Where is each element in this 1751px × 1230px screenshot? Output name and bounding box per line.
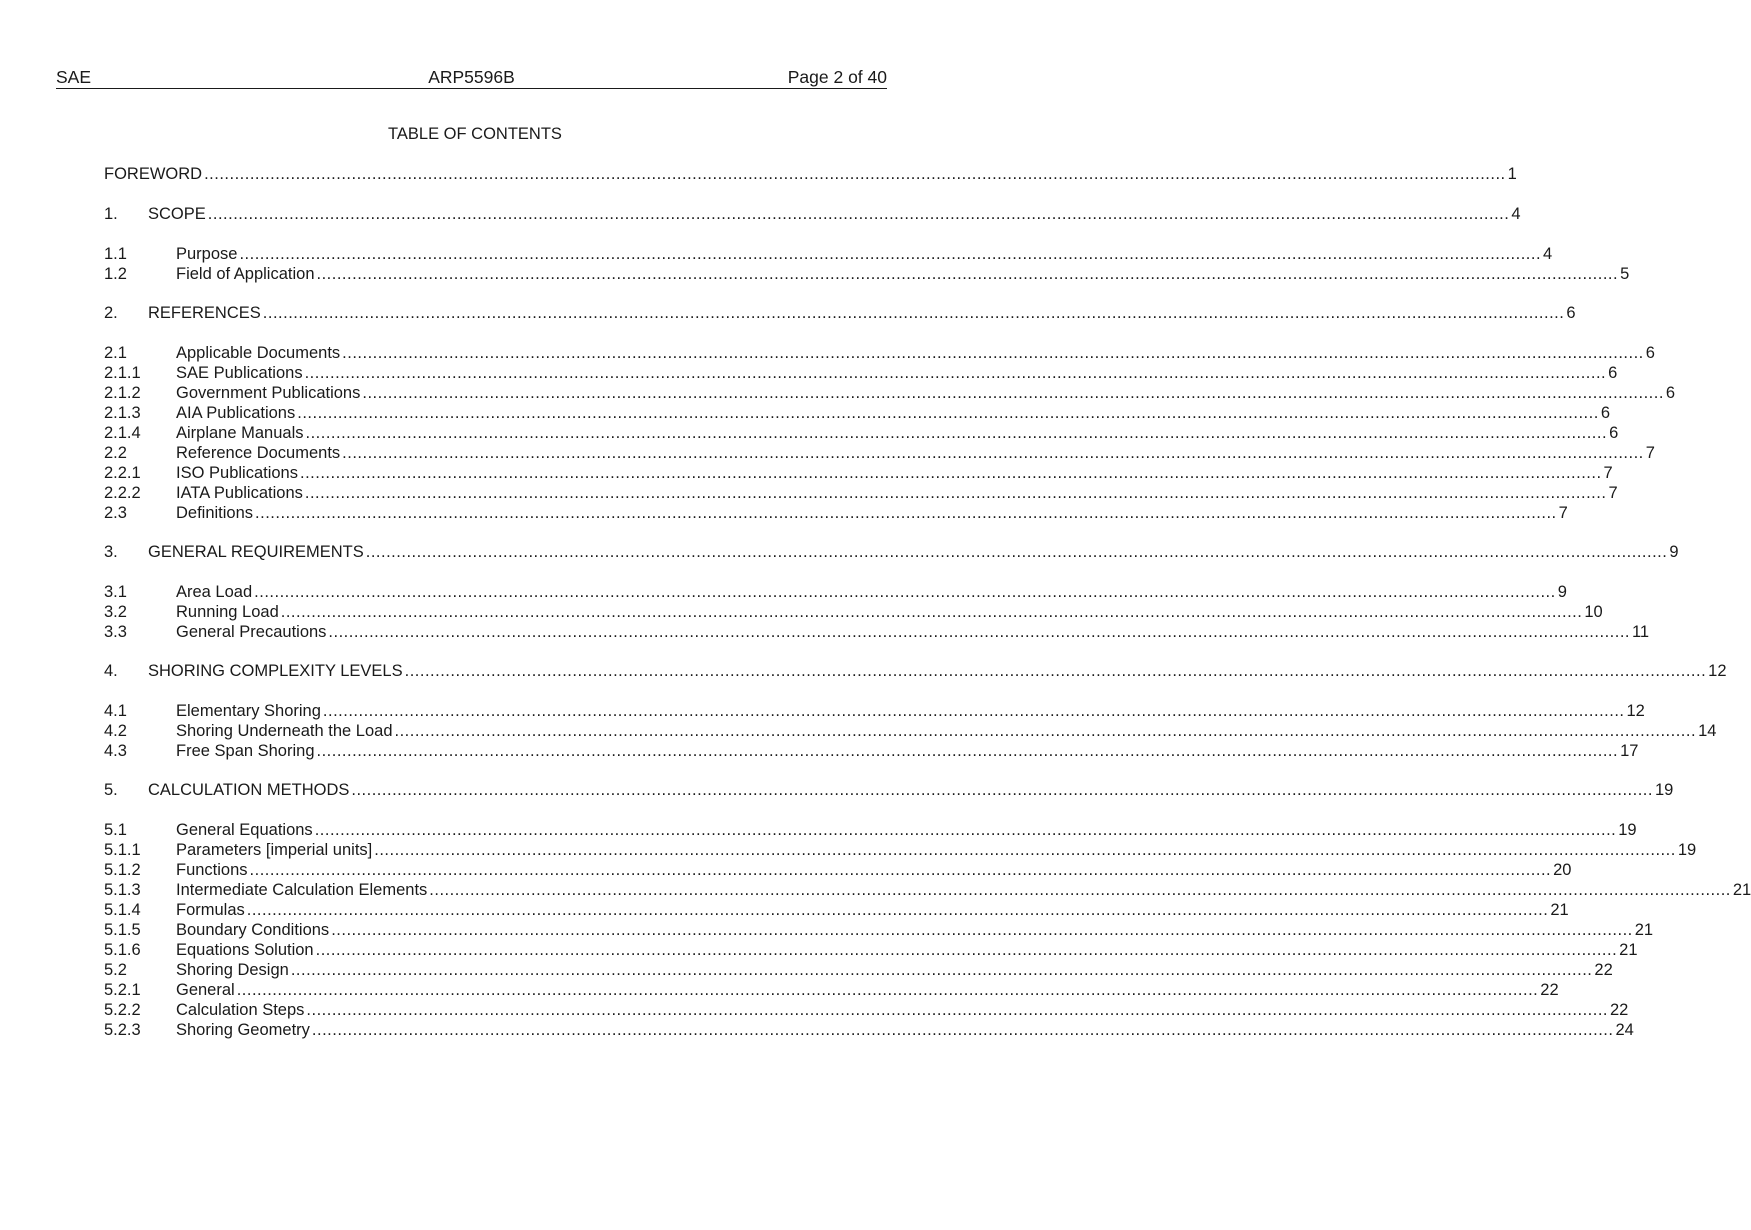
toc-entry-page: 6 [1609,424,1619,442]
toc-dot-leader: ................................................................................................................................................................................................................................................................ [299,464,1602,482]
toc-entry-page: 14 [1698,722,1717,740]
toc-entry-title: Calculation Steps [176,1001,305,1019]
toc-entry-number: 5.1.3 [104,881,141,899]
toc-dot-leader: ................................................................................................................................................................................................................................................................ [362,384,1664,402]
toc-entry-5-1-4[interactable] [104,900,1569,920]
toc-entry-4-2[interactable] [104,721,1717,741]
toc-entry-title: Elementary Shoring [176,702,321,720]
toc-entry-page: 9 [1669,543,1679,561]
toc-entry-page: 12 [1708,662,1727,680]
toc-entry-5-2-3[interactable] [104,1020,1634,1040]
toc-dot-leader: ................................................................................................................................................................................................................................................................ [351,781,1653,799]
toc-dot-leader: ................................................................................................................................................................................................................................................................ [404,662,1707,680]
toc-dot-leader: ................................................................................................................................................................................................................................................................ [246,901,1549,919]
toc-entry-4[interactable] [104,661,1727,681]
toc-entry-title: Shoring Design [176,961,289,979]
toc-dot-leader: ................................................................................................................................................................................................................................................................ [249,861,1552,879]
toc-entry-5[interactable] [104,780,1674,800]
toc-entry-page: 19 [1618,821,1637,839]
toc-entry-page: 6 [1566,304,1576,322]
toc-dot-leader: ................................................................................................................................................................................................................................................................ [254,583,1556,601]
toc-dot-leader: ................................................................................................................................................................................................................................................................ [316,742,1619,760]
toc-entry-page: 20 [1553,861,1572,879]
toc-entry-number: 5.1.4 [104,901,141,919]
toc-entry-title: IATA Publications [176,484,303,502]
toc-entry-title: Applicable Documents [176,344,341,362]
toc-entry-title: FOREWORD [104,165,203,183]
toc-entry-number: 4.1 [104,702,127,720]
toc-entry-foreword[interactable] [104,164,1517,184]
toc-entry-title: Intermediate Calculation Elements [176,881,428,899]
toc-entry-page: 4 [1543,245,1553,263]
toc-dot-leader: ................................................................................................................................................................................................................................................................ [255,504,1557,522]
toc-entry-2-1[interactable] [104,343,1655,363]
toc-entry-3-1[interactable] [104,582,1567,602]
toc-entry-number: 5.1.5 [104,921,141,939]
toc-entry-title: Airplane Manuals [176,424,304,442]
toc-entry-page: 19 [1654,781,1674,799]
toc-dot-leader: ................................................................................................................................................................................................................................................................ [331,921,1633,939]
toc-dot-leader: ................................................................................................................................................................................................................................................................ [311,1021,1614,1039]
toc-dot-leader: ................................................................................................................................................................................................................................................................ [316,265,1619,283]
toc-dot-leader: ................................................................................................................................................................................................................................................................ [365,543,1668,561]
toc-dot-leader: ................................................................................................................................................................................................................................................................ [305,424,1608,442]
toc-dot-leader: ................................................................................................................................................................................................................................................................ [342,444,1644,462]
toc-entry-title: Shoring Underneath the Load [176,722,393,740]
toc-entry-page: 7 [1608,484,1618,502]
toc-dot-leader: ................................................................................................................................................................................................................................................................ [429,881,1731,899]
page-header [56,66,887,89]
toc-entry-page: 19 [1677,841,1697,859]
toc-entry-number: 3. [104,543,118,561]
toc-entry-title: Area Load [176,583,253,601]
toc-entry-page: 7 [1558,504,1568,522]
toc-entry-2-2[interactable] [104,443,1655,463]
toc-dot-leader: ................................................................................................................................................................................................................................................................ [394,722,1697,740]
toc-entry-number: 5.2.2 [104,1001,141,1019]
toc-entry-number: 2.1 [104,344,127,362]
toc-entry-page: 21 [1619,941,1638,959]
toc-entry-title: Government Publications [176,384,361,402]
toc-entry-title: Definitions [176,504,254,522]
toc-entry-page: 24 [1615,1021,1634,1039]
toc-dot-leader: ................................................................................................................................................................................................................................................................ [280,603,1583,621]
toc-dot-leader: ................................................................................................................................................................................................................................................................ [315,941,1618,959]
toc-dot-leader: ................................................................................................................................................................................................................................................................ [304,484,1607,502]
toc-entry-5-1-1[interactable] [104,840,1697,860]
toc-entry-title: REFERENCES [148,304,261,322]
toc-entry-page: 21 [1634,921,1654,939]
toc-entry-number: 2.2.1 [104,464,141,482]
toc-entry-page: 6 [1665,384,1676,402]
toc-entry-title: Reference Documents [176,444,341,462]
toc-entry-title: General [176,981,235,999]
toc-entry-title: SHORING COMPLEXITY LEVELS [148,662,403,680]
toc-dot-leader: ................................................................................................................................................................................................................................................................ [239,245,1542,263]
toc-entry-2-1-1[interactable] [104,363,1618,383]
toc-dot-leader: ................................................................................................................................................................................................................................................................ [297,404,1599,422]
toc-entry-number: 3.1 [104,583,127,601]
toc-entry-page: 1 [1507,165,1517,183]
toc-entry-3-2[interactable] [104,602,1603,622]
toc-entry-title: Functions [176,861,248,879]
toc-entry-page: 7 [1603,464,1613,482]
toc-entry-page: 6 [1608,364,1618,382]
toc-entry-number: 4. [104,662,118,680]
toc-entry-number: 5.2.3 [104,1021,141,1039]
toc-entry-page: 5 [1620,265,1630,283]
toc-entry-page: 7 [1645,444,1655,462]
toc-entry-number: 5. [104,781,118,799]
header-page-number: Page 2 of 40 [787,67,887,87]
toc-entry-title: General Precautions [176,623,327,641]
toc-entry-page: 10 [1584,603,1603,621]
toc-entry-2-1-3[interactable] [104,403,1610,423]
toc-entry-title: AIA Publications [176,404,296,422]
toc-entry-page: 22 [1540,981,1559,999]
toc-entry-number: 2.1.2 [104,384,141,402]
toc-entry-number: 5.1.2 [104,861,141,879]
toc-dot-leader: ................................................................................................................................................................................................................................................................ [290,961,1593,979]
toc-entry-page: 11 [1631,623,1650,641]
toc-entry-number: 5.2.1 [104,981,141,999]
toc-entry-number: 3.2 [104,603,127,621]
toc-entry-number: 2. [104,304,118,322]
toc-entry-title: SCOPE [148,205,206,223]
toc-entry-number: 3.3 [104,623,127,641]
toc-dot-leader: ................................................................................................................................................................................................................................................................ [314,821,1617,839]
toc-entry-number: 4.2 [104,722,127,740]
toc-entry-number: 5.1 [104,821,127,839]
toc-entry-title: Boundary Conditions [176,921,330,939]
toc-entry-page: 22 [1594,961,1613,979]
toc-entry-3[interactable] [104,542,1679,562]
toc-entry-number: 2.1.4 [104,424,141,442]
toc-dot-leader: ................................................................................................................................................................................................................................................................ [306,1001,1608,1019]
toc-entry-number: 1.1 [104,245,127,263]
toc-entry-number: 5.1.6 [104,941,141,959]
toc-entry-5-1-3[interactable] [104,880,1751,900]
toc-entry-title: Running Load [176,603,279,621]
toc-entry-title: Parameters [imperial units] [176,841,373,859]
toc-entry-1-1[interactable] [104,244,1553,264]
toc-entry-page: 6 [1600,404,1610,422]
toc-entry-number: 4.3 [104,742,127,760]
toc-dot-leader: ................................................................................................................................................................................................................................................................ [304,364,1607,382]
toc-dot-leader: ................................................................................................................................................................................................................................................................ [207,205,1510,223]
toc-entry-2-3[interactable] [104,503,1568,523]
toc-entry-title: General Equations [176,821,313,839]
toc-entry-2-2-1[interactable] [104,463,1613,483]
toc-entry-page: 17 [1620,742,1639,760]
toc-entry-5-1-2[interactable] [104,860,1572,880]
toc-entry-title: Equations Solution [176,941,314,959]
toc-entry-2[interactable] [104,303,1576,323]
toc-entry-5-2[interactable] [104,960,1613,980]
toc-entry-page: 9 [1557,583,1567,601]
toc-entry-title: Purpose [176,245,238,263]
toc-dot-leader: ................................................................................................................................................................................................................................................................ [204,165,1506,183]
toc-entry-5-1[interactable] [104,820,1637,840]
toc-title: TABLE OF CONTENTS [388,125,562,143]
toc-dot-leader: ................................................................................................................................................................................................................................................................ [262,304,1565,322]
toc-entry-5-1-5[interactable] [104,920,1654,940]
toc-entry-page: 22 [1609,1001,1629,1019]
toc-dot-leader: ................................................................................................................................................................................................................................................................ [236,981,1539,999]
toc-entry-number: 1.2 [104,265,127,283]
toc-entry-title: SAE Publications [176,364,303,382]
toc-entry-page: 4 [1511,205,1521,223]
toc-entry-number: 5.2 [104,961,127,979]
toc-dot-leader: ................................................................................................................................................................................................................................................................ [322,702,1625,720]
toc-entry-number: 2.1.3 [104,404,141,422]
toc-dot-leader: ................................................................................................................................................................................................................................................................ [374,841,1676,859]
toc-entry-title: Free Span Shoring [176,742,315,760]
toc-entry-1[interactable] [104,204,1521,224]
toc-entry-2-1-4[interactable] [104,423,1619,443]
toc-entry-number: 2.1.1 [104,364,141,382]
toc-entry-title: CALCULATION METHODS [148,781,350,799]
toc-entry-5-1-6[interactable] [104,940,1638,960]
toc-entry-4-1[interactable] [104,701,1645,721]
toc-entry-5-2-1[interactable] [104,980,1559,1000]
header-document-number: ARP5596B [428,67,515,87]
toc-entry-page: 21 [1732,881,1751,899]
toc-entry-3-3[interactable] [104,622,1650,642]
toc-entry-4-3[interactable] [104,741,1639,761]
toc-entry-page: 12 [1626,702,1645,720]
toc-entry-title: ISO Publications [176,464,298,482]
toc-entry-page: 21 [1550,901,1569,919]
toc-entry-number: 5.1.1 [104,841,141,859]
toc-entry-number: 1. [104,205,118,223]
toc-entry-title: Formulas [176,901,245,919]
header-organization: SAE [56,67,92,87]
toc-entry-2-2-2[interactable] [104,483,1618,503]
toc-entry-1-2[interactable] [104,264,1630,284]
toc-entry-number: 2.3 [104,504,127,522]
toc-entry-page: 6 [1645,344,1655,362]
toc-dot-leader: ................................................................................................................................................................................................................................................................ [342,344,1644,362]
toc-dot-leader: ................................................................................................................................................................................................................................................................ [328,623,1630,641]
toc-entry-5-2-2[interactable] [104,1000,1629,1020]
toc-entry-title: Shoring Geometry [176,1021,310,1039]
toc-entry-number: 2.2.2 [104,484,141,502]
toc-entry-2-1-2[interactable] [104,383,1676,403]
toc-entry-title: GENERAL REQUIREMENTS [148,543,364,561]
toc-entry-title: Field of Application [176,265,315,283]
toc-entry-number: 2.2 [104,444,127,462]
